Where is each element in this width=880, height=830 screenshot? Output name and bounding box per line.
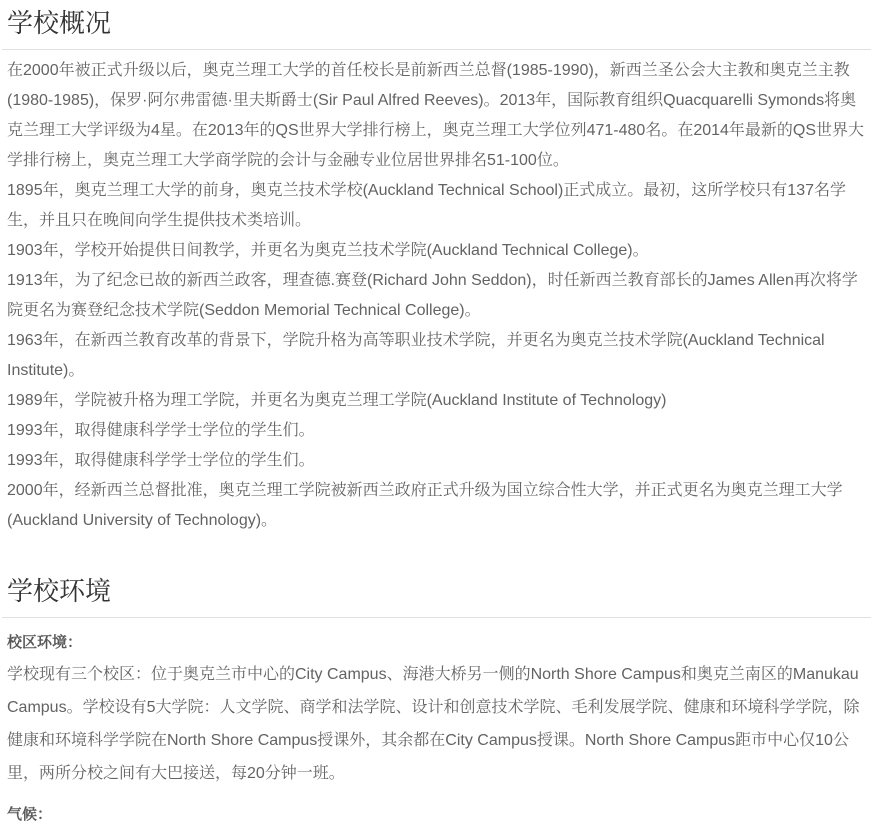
overview-paragraph: 1913年，为了纪念已故的新西兰政客，理查德.赛登(Richard John Seddon)，时任新西兰教育部长的James Allen再次将学院更名为赛登纪念技术学院(Seddon Memorial Technical College)。 (7, 272, 858, 319)
overview-paragraph: 2000年，经新西兰总督批准，奥克兰理工学院被新西兰政府正式升级为国立综合性大学，并正式更名为奥克兰理工大学(Auckland University of Technology)。 (7, 482, 843, 529)
climate-label: 气候： (7, 806, 53, 823)
section-overview-divider (2, 49, 871, 50)
section-overview-title: 学校概况 (7, 8, 112, 38)
overview-paragraph: 1993年，取得健康科学学士学位的学生们。 (7, 452, 315, 469)
overview-paragraphs (7, 56, 871, 536)
overview-paragraph: 1993年，取得健康科学学士学位的学生们。 (7, 422, 315, 439)
section-environment-divider (2, 617, 871, 618)
section-overview (7, 0, 871, 536)
overview-paragraph: 1989年，学院被升格为理工学院，并更名为奥克兰理工学院(Auckland Institute of Technology) (7, 392, 667, 409)
overview-paragraph: 1903年，学校开始提供日间教学，并更名为奥克兰技术学院(Auckland Technical College)。 (7, 242, 649, 259)
campus-environment-paragraph: 学校现有三个校区：位于奥克兰市中心的City Campus、海港大桥另一侧的North Shore Campus和奥克兰南区的Manukau Campus。学校设有5大学院：人文学院、商学和法学院、设计和创意技术学院、毛利发展学院、健康和环境科学学院，除健康和环境科学学院在North Shore Campus授课外，其余都在City Campus授课。North Shore Campus距市中心仅10公里，两所分校之间有大巴接送，每20分钟一班。 (7, 666, 860, 782)
campus-environment-label: 校区环境： (7, 634, 83, 651)
overview-paragraph: 1895年，奥克兰理工大学的前身，奥克兰技术学校(Auckland Technical School)正式成立。最初，这所学校只有137名学生，并且只在晚间向学生提供技术类培训。 (7, 182, 846, 229)
overview-paragraph: 1963年，在新西兰教育改革的背景下，学院升格为高等职业技术学院，并更名为奥克兰技术学院(Auckland Technical Institute)。 (7, 332, 825, 379)
section-environment-title: 学校环境 (7, 576, 112, 606)
overview-paragraph: 在2000年被正式升级以后，奥克兰理工大学的首任校长是前新西兰总督(1985-1990)，新西兰圣公会大主教和奥克兰主教(1980-1985)，保罗·阿尔弗雷德·里夫斯爵士(Sir Paul Alfred Reeves)。2013年，国际教育组织Quacquarelli Symonds将奥克兰理工大学评级为4星。在2013年的QS世界大学排行榜上，奥克兰理工大学位列471-480名。在2014年最新的QS世界大学排行榜上，奥克兰理工大学商学院的会计与金融专业位居世界排名51-100位。 (7, 62, 865, 169)
section-environment (7, 576, 871, 830)
